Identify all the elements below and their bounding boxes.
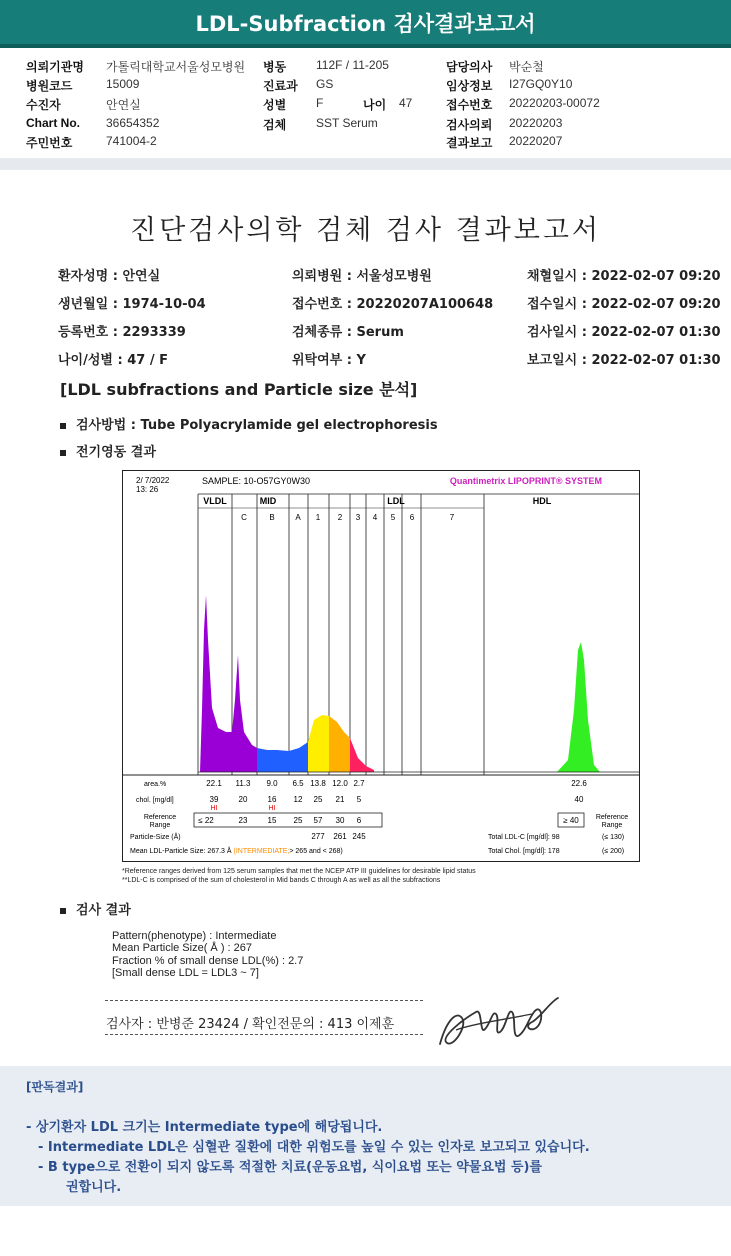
- area-value: 11.3: [235, 779, 251, 788]
- bullet-icon: [60, 908, 66, 914]
- hi-flag: HI: [268, 805, 276, 812]
- report-document: [0, 170, 731, 1062]
- field-birth: 생년월일 : 1974-10-04: [58, 297, 206, 312]
- area-value: 13.8: [310, 779, 326, 788]
- method-line: 검사방법 : Tube Polyacrylamide gel electrophoresis: [60, 414, 438, 433]
- band-group-label: MID: [259, 496, 277, 506]
- result-heading: 검사 결과: [60, 899, 131, 918]
- info-label-sex: 성별: [263, 98, 287, 112]
- info-value-doctor: 박순철: [509, 60, 544, 74]
- info-label-result: 결과보고: [446, 136, 493, 150]
- area-value: 9.0: [266, 779, 278, 788]
- interpretation-line: - B type으로 전환이 되지 않도록 적절한 치료(운동요법, 식이요법 또는 약물요법 등)를: [38, 1160, 543, 1175]
- info-value-age: 47: [399, 96, 413, 110]
- page-header-title: LDL-Subfraction 검사결과보고서: [0, 0, 731, 48]
- info-value-ward: 112F / 11-205: [316, 58, 389, 72]
- field-hospital: 의뢰병원 : 서울성모병원: [292, 269, 432, 284]
- band-label: 4: [372, 513, 378, 522]
- particle-size-value: 245: [352, 832, 366, 841]
- chol-value: 21: [335, 795, 345, 804]
- ref-value: 23: [238, 816, 248, 825]
- info-label-doctor: 담당의사: [446, 60, 493, 74]
- mean-size-value: Mean LDL-Particle Size: 267.3 Å: [130, 848, 234, 855]
- total-ldl-ref: (≤ 130): [602, 834, 625, 841]
- ref-value: ≤ 22: [198, 816, 214, 825]
- order-info-panel: [0, 52, 731, 158]
- area-value: 22.6: [571, 779, 587, 788]
- interpretation-line: - Intermediate LDL은 심혈관 질환에 대한 위험도를 높일 수 있는 인자로 보고되고 있습니다.: [38, 1140, 590, 1155]
- mean-size-line: [130, 846, 343, 855]
- lipoprint-chart: [122, 470, 640, 862]
- ref-value: 6: [356, 816, 362, 825]
- chol-value: 16: [267, 795, 277, 804]
- mean-size-tag: (INTERMEDIATE;: [233, 848, 290, 855]
- row-label-ref-1: Reference: [143, 814, 177, 821]
- chart-date: 2/ 7/2022: [136, 476, 170, 485]
- chart-sample: SAMPLE: 10-O57GY0W30: [202, 476, 311, 486]
- chart-footnote-2: **LDL-C is comprised of the sum of cholesterol in Mid bands C through A as well as all the subfractions: [122, 877, 441, 884]
- info-value-receipt: 20220203-00072: [509, 96, 600, 110]
- field-test-time: 검사일시 : 2022-02-07 01:30: [527, 325, 721, 340]
- report-title: 진단검사의학 검체 검사 결과보고서: [130, 215, 601, 246]
- total-ldl: Total LDL-C [mg/dl]: 98: [488, 834, 560, 841]
- info-label-patient: 수진자: [26, 98, 61, 112]
- chol-value: 12: [293, 795, 303, 804]
- row-label-ref-2: Range: [149, 822, 171, 829]
- band-group-label: VLDL: [203, 496, 227, 506]
- result-line: Mean Particle Size( Å ) : 267: [112, 942, 253, 954]
- field-patient-name: 환자성명 : 안연실: [58, 269, 161, 284]
- particle-size-value: 277: [311, 832, 325, 841]
- info-value-request: 20220203: [509, 116, 563, 130]
- electro-heading: 전기영동 결과: [60, 441, 156, 460]
- info-label-age: 나이: [363, 98, 387, 112]
- field-outsourced: 위탁여부 : Y: [292, 353, 366, 368]
- field-receipt-time: 접수일시 : 2022-02-07 09:20: [527, 297, 721, 312]
- chol-value: 20: [238, 795, 248, 804]
- info-value-chart-no: 36654352: [106, 116, 160, 130]
- field-collect-time: 채혈일시 : 2022-02-07 09:20: [527, 269, 721, 284]
- interpretation-line: - 상기환자 LDL 크기는 Intermediate type에 해당됩니다.: [26, 1120, 383, 1135]
- info-value-specimen: SST Serum: [316, 116, 378, 130]
- bullet-icon: [60, 450, 66, 456]
- band-label: 3: [355, 513, 361, 522]
- chart-frame: [123, 471, 640, 862]
- info-label-hospital-code: 병원코드: [26, 79, 73, 93]
- band-label: C: [241, 513, 247, 522]
- info-value-id-no: 741004-2: [106, 134, 157, 148]
- info-value-result: 20220207: [509, 134, 563, 148]
- ref-value: 57: [313, 816, 323, 825]
- band-group-label: HDL: [532, 496, 552, 506]
- info-label-specimen: 검체: [263, 118, 287, 132]
- hi-flag: HI: [210, 805, 218, 812]
- info-value-dept: GS: [316, 77, 334, 91]
- band-group-label: LDL: [387, 496, 405, 506]
- info-value-clinical: I27GQ0Y10: [509, 77, 573, 91]
- section-title: [LDL subfractions and Particle size 분석]: [60, 380, 418, 399]
- field-reg-no: 등록번호 : 2293339: [58, 325, 186, 340]
- ref-value: 15: [267, 816, 277, 825]
- divider-band: [0, 158, 731, 170]
- info-value-institution: 가톨릭대학교서울성모병원: [106, 60, 246, 74]
- mean-size-range: > 265 and < 268): [289, 848, 343, 855]
- result-line: Pattern(phenotype) : Intermediate: [112, 930, 277, 942]
- field-receipt-no: 접수번호 : 20220207A100648: [292, 297, 494, 312]
- field-age-sex: 나이/성별 : 47 / F: [58, 353, 169, 368]
- interpretation-line: 권합니다.: [66, 1180, 122, 1195]
- field-specimen: 검체종류 : Serum: [292, 325, 404, 340]
- ref-right-label-2: Range: [601, 822, 623, 829]
- band-label: 7: [449, 513, 455, 522]
- band-label: A: [295, 513, 301, 522]
- total-chol: Total Chol. [mg/dl]: 178: [488, 848, 560, 855]
- bullet-icon: [60, 423, 66, 429]
- band-label: 2: [337, 513, 343, 522]
- info-label-request: 검사의뢰: [446, 118, 493, 132]
- info-label-id-no: 주민번호: [26, 136, 73, 150]
- signature-divider-bottom: [105, 1034, 423, 1035]
- row-label-chol: chol. [mg/dl]: [136, 797, 174, 804]
- signature-divider-top: [105, 1000, 423, 1001]
- band-label: 5: [390, 513, 396, 522]
- info-label-chart-no: Chart No.: [26, 116, 80, 130]
- ref-right-label-1: Reference: [595, 814, 629, 821]
- row-label-area: area.%: [144, 781, 167, 788]
- area-value: 6.5: [292, 779, 304, 788]
- chol-value: 39: [209, 795, 219, 804]
- chol-value: 25: [313, 795, 323, 804]
- area-value: 22.1: [206, 779, 222, 788]
- chart-footnote-1: *Reference ranges derived from 125 serum samples that met the NCEP ATP III guidelines for desirable lipid status: [122, 868, 476, 875]
- particle-size-value: 261: [333, 832, 347, 841]
- ref-value: 30: [335, 816, 345, 825]
- area-value: 2.7: [353, 779, 365, 788]
- info-value-hospital-code: 15009: [106, 77, 140, 91]
- area-value: 12.0: [332, 779, 348, 788]
- info-value-patient: 안연실: [106, 98, 141, 112]
- chol-value: 5: [356, 795, 362, 804]
- info-label-dept: 진료과: [263, 79, 298, 93]
- band-label: 1: [315, 513, 321, 522]
- info-value-sex: F: [316, 96, 324, 110]
- chol-value: 40: [574, 795, 584, 804]
- ref-value: 25: [293, 816, 303, 825]
- info-row-institution: 의뢰기관명: [26, 60, 84, 74]
- info-label-receipt: 접수번호: [446, 98, 493, 112]
- chart-brand-title: Quantimetrix LIPOPRINT® SYSTEM: [449, 476, 602, 486]
- band-label: B: [269, 513, 275, 522]
- mid-b-peak: [257, 748, 289, 772]
- info-label-ward: 병동: [263, 60, 287, 74]
- total-chol-ref: (≤ 200): [602, 848, 625, 855]
- field-report-time: 보고일시 : 2022-02-07 01:30: [527, 353, 721, 368]
- row-label-particle: Particle-Size (Å): [130, 834, 181, 841]
- inspector-line: 검사자 : 반병준 23424 / 확인전문의 : 413 이제훈: [106, 1017, 395, 1032]
- interpretation-title: [판독결과]: [26, 1080, 84, 1094]
- result-line: [Small dense LDL = LDL3 ~ 7]: [112, 967, 259, 979]
- handwritten-signature: [432, 992, 562, 1058]
- band-label: 6: [409, 513, 415, 522]
- info-label-clinical: 임상정보: [446, 79, 493, 93]
- interpretation-panel: [0, 1066, 731, 1206]
- ref-value: ≥ 40: [563, 816, 579, 825]
- result-line: Fraction % of small dense LDL(%) : 2.7: [112, 955, 304, 967]
- chart-time: 13: 26: [136, 485, 159, 494]
